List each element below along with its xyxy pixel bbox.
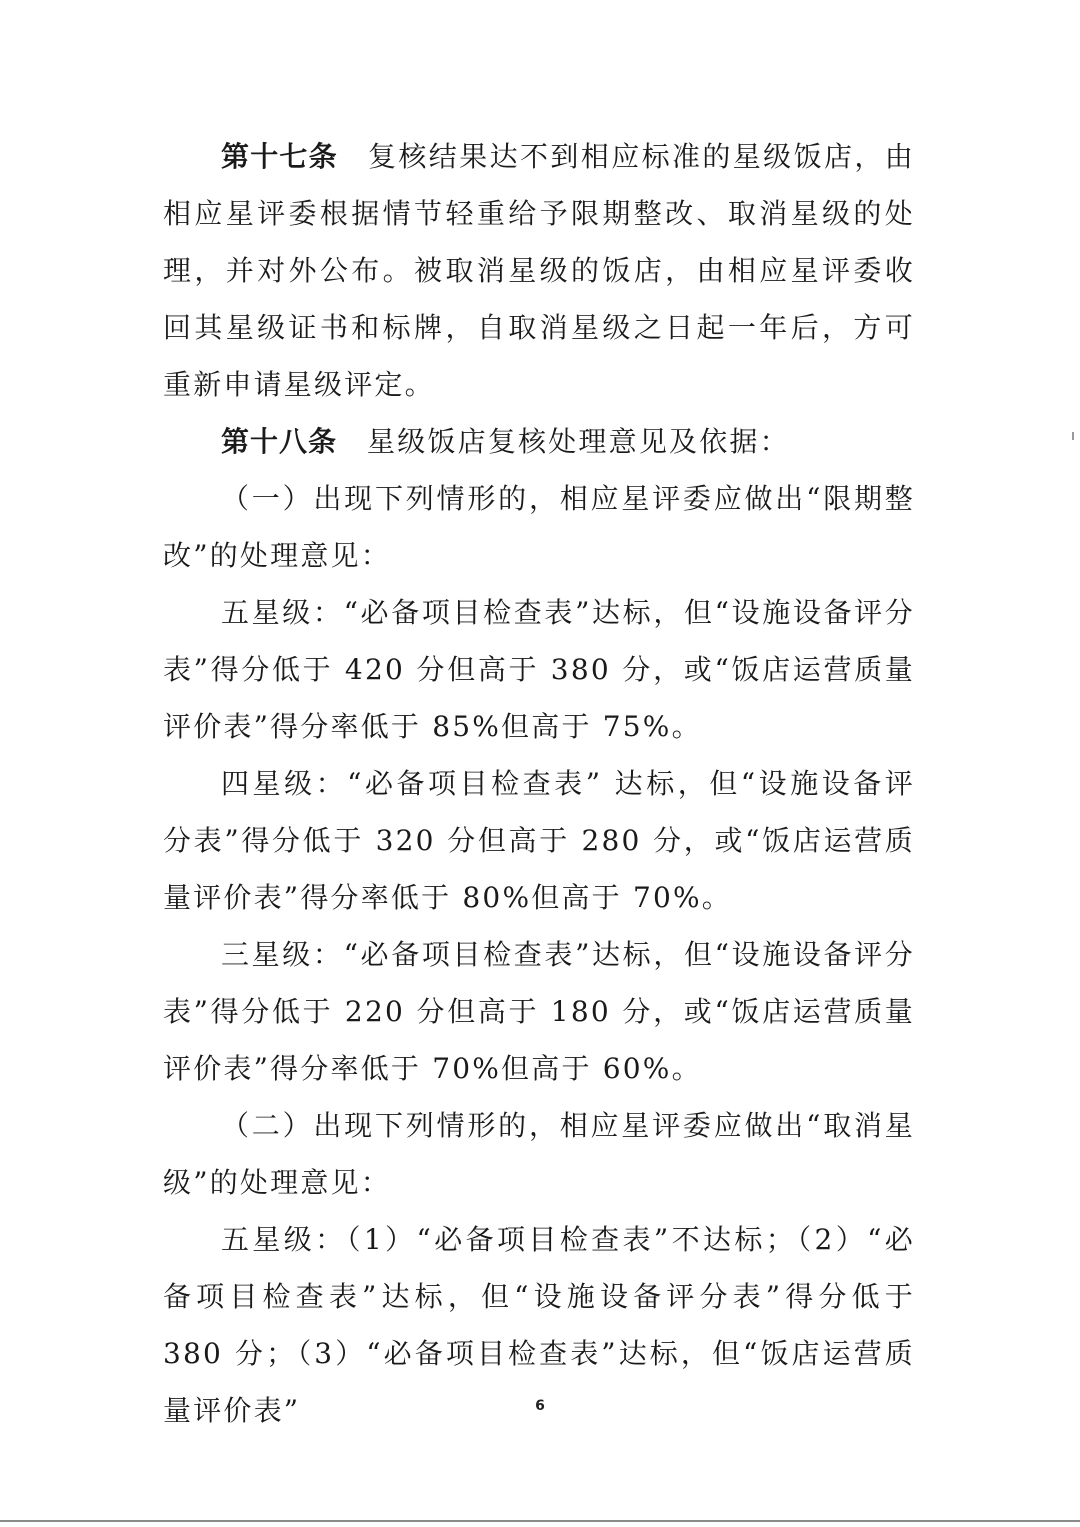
section-1-five-star: 五星级：“必备项目检查表”达标，但“设施设备评分表”得分低于 420 分但高于 380 分，或“饭店运营质量评价表”得分率低于 85%但高于 75%。 — [163, 596, 915, 743]
article-17-text: 复核结果达不到相应标准的星级饭店，由相应星评委根据情节轻重给予限期整改、取消星级的处理，并对外公布。被取消星级的饭店，由相应星评委收回其星级证书和标牌，自取消星级之日起一年后，方可重新申请星级评定。 — [163, 140, 915, 401]
article-18-text: 星级饭店复核处理意见及依据： — [367, 425, 790, 458]
section-1-four-star: 四星级：“必备项目检查表” 达标，但“设施设备评分表”得分低于 320 分但高于 280 分，或“饭店运营质量评价表”得分率低于 80%但高于 70%。 — [163, 767, 915, 914]
section-2-five-star: 五星级：（1）“必备项目检查表”不达标；（2）“必备项目检查表”达标，但“设施设备评分表”得分低于 380 分；（3）“必备项目检查表”达标，但“饭店运营质量评价表” — [163, 1223, 915, 1427]
article-17-paragraph — [163, 128, 915, 413]
page-number: 6 — [535, 1398, 545, 1414]
article-18-heading: 第十八条 — [221, 425, 338, 458]
document-body — [163, 128, 915, 1439]
section-2-intro: （二）出现下列情形的，相应星评委应做出“取消星级”的处理意见： — [163, 1109, 915, 1199]
section-1-three-star: 三星级：“必备项目检查表”达标，但“设施设备评分表”得分低于 220 分但高于 180 分，或“饭店运营质量评价表”得分率低于 70%但高于 60%。 — [163, 938, 915, 1085]
scan-edge-mark — [1072, 432, 1074, 440]
article-17-heading: 第十七条 — [221, 140, 338, 173]
section-1-intro: （一）出现下列情形的，相应星评委应做出“限期整改”的处理意见： — [163, 482, 915, 572]
article-18-paragraph — [163, 413, 915, 470]
bottom-rule — [0, 1520, 1080, 1522]
